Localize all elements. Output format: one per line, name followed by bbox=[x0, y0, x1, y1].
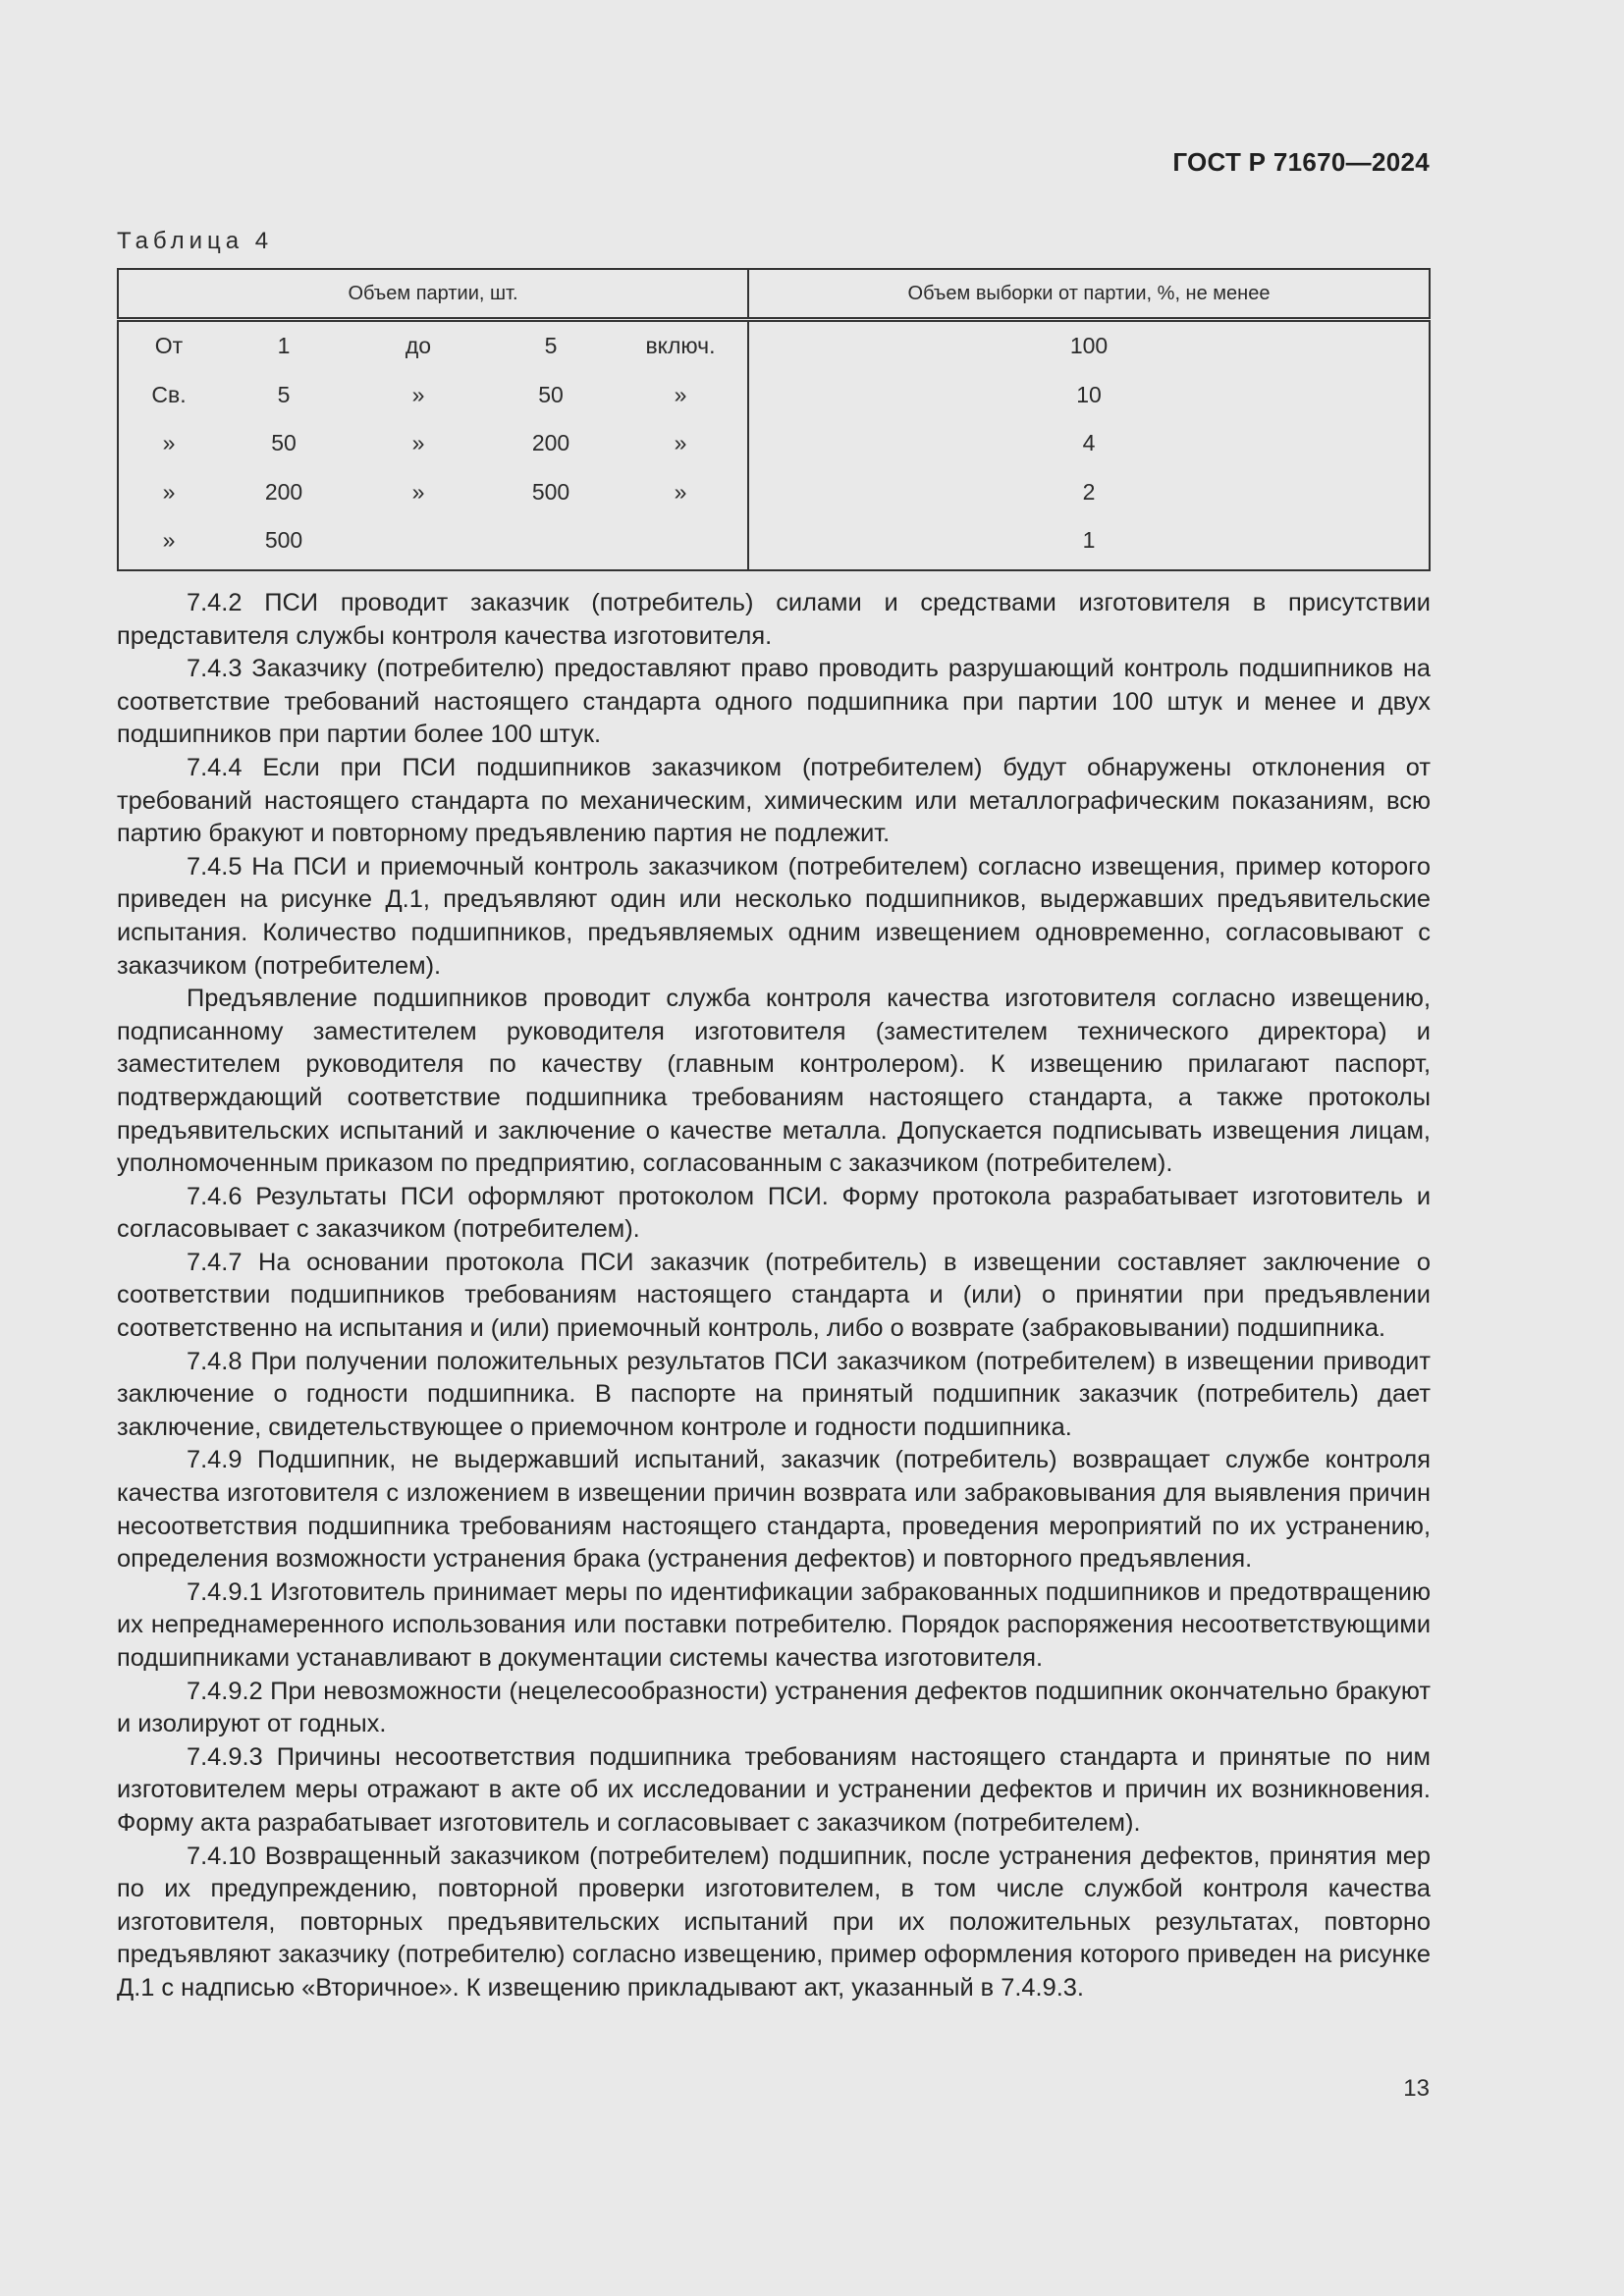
sample-size-table bbox=[117, 268, 1431, 571]
page-number: 13 bbox=[1403, 2075, 1430, 2102]
paragraph-7-4-3: 7.4.3 Заказчику (потребителю) предоставляют право проводить разрушающий контроль подшипников на соответствие требований настоящего стандарта одного подшипника при партии 100 штук и менее и двух подшипников при партии более 100 штук. bbox=[117, 655, 1431, 749]
table-row bbox=[118, 516, 1430, 570]
range-to-cell: 5 bbox=[544, 333, 558, 359]
paragraph-7-4-9-2: 7.4.9.2 При невозможности (нецелесообразности) устранения дефектов подшипник окончательно бракуют и изолируют от годных. bbox=[117, 1677, 1431, 1738]
range-to-cell: 50 bbox=[538, 381, 564, 407]
range-inclusive-cell: » bbox=[614, 371, 748, 420]
paragraph-7-4-5-continued: Предъявление подшипников проводит служба контроля качества изготовителя согласно извещению, подписанному заместителем руководителя изготовителя (заместителем технического директора) и заместителем руководителя по качеству (главным контролером). К извещению прилагают паспорт, подтверждающий соответствие подшипника требованиям настоящего стандарта, а также протоколы предъявительских испытаний и заключение о качестве металла. Допускается подписывать извещения лицам, уполномоченным приказом по предприятию, согласованным с заказчиком (потребителем). bbox=[117, 985, 1431, 1178]
range-to-cell: 500 bbox=[531, 478, 570, 505]
range-prefix-cell: » bbox=[162, 478, 176, 505]
range-to-word-cell: » bbox=[411, 430, 425, 456]
paragraph-7-4-8: 7.4.8 При получении положительных результатов ПСИ заказчиком (потребителем) в извещении приводит заключение о годности подшипника. В паспорте на принятый подшипник заказчик (потребитель) дает заключение, свидетельствующее о приемочном контроле и годности подшипника. bbox=[117, 1347, 1431, 1441]
paragraph-7-4-9-1: 7.4.9.1 Изготовитель принимает меры по идентификации забракованных подшипников и предотвращению их непреднамеренного использования или поставки потребителю. Порядок распоряжения несоответствующими подшипниками устанавливают в документации системы качества изготовителя. bbox=[117, 1577, 1431, 1672]
range-from-cell: 5 bbox=[277, 381, 291, 407]
range-inclusive-cell: » bbox=[614, 468, 748, 517]
paragraph-7-4-9-3: 7.4.9.3 Причины несоответствия подшипника требованиям настоящего стандарта и принятые по ним изготовителем меры отражают в акте об их исследовании и устранении дефектов и причин их возникновения. Форму акта разрабатывает изготовитель и согласовывает с заказчиком (потребителем). bbox=[117, 1742, 1431, 1837]
paragraph-7-4-10: 7.4.10 Возвращенный заказчиком (потребителем) подшипник, после устранения дефектов, принятия мер по их предупреждению, повторной проверки изготовителем, в том числе службой контроля качества изготовителя, повторных предъявительских испытаний при их положительных результатах, повторно предъявляют заказчику (потребителю) согласно извещению, пример оформления которого приведен на рисунке Д.1 с надписью «Вторичное». К извещению прикладывают акт, указанный в 7.4.9.3. bbox=[117, 1842, 1431, 2002]
range-to-word-cell: » bbox=[411, 381, 425, 407]
range-from-cell: 1 bbox=[277, 333, 291, 359]
table-row bbox=[118, 371, 1430, 420]
range-prefix-cell: От bbox=[154, 333, 184, 359]
range-to-cell bbox=[488, 516, 614, 570]
sample-percent-cell: 10 bbox=[1076, 381, 1102, 407]
sample-percent-cell: 1 bbox=[1082, 527, 1096, 554]
table-header-row bbox=[118, 269, 1430, 320]
paragraph-7-4-5: 7.4.5 На ПСИ и приемочный контроль заказчиком (потребителем) согласно извещения, пример которого приведен на рисунке Д.1, предъявляют один или несколько подшипников, выдержавших предъявительские испытания. Количество подшипников, предъявляемых одним извещением одновременно, согласовывают с заказчиком (потребителем). bbox=[117, 852, 1431, 980]
document-designation: ГОСТ Р 71670—2024 bbox=[1172, 147, 1430, 177]
table-row bbox=[118, 468, 1430, 517]
table-row bbox=[118, 419, 1430, 468]
range-inclusive-cell: включ. bbox=[614, 320, 748, 371]
lot-size-header: Объем партии, шт. bbox=[118, 269, 748, 320]
range-to-cell: 200 bbox=[531, 430, 570, 456]
sample-size-header: Объем выборки от партии, %, не менее bbox=[748, 269, 1430, 320]
body-text bbox=[117, 587, 1431, 2005]
table-caption: Таблица 4 bbox=[117, 228, 274, 254]
range-to-word-cell bbox=[349, 516, 488, 570]
paragraph-7-4-7: 7.4.7 На основании протокола ПСИ заказчик (потребитель) в извещении составляет заключение о соответствии подшипников требованиям настоящего стандарта и (или) о принятии при предъявлении соответственно на испытания и (или) приемочный контроль, либо о возврате (забраковывании) подшипника. bbox=[117, 1248, 1431, 1343]
paragraph-7-4-4: 7.4.4 Если при ПСИ подшипников заказчиком (потребителем) будут обнаружены отклонения от требований настоящего стандарта по механическим, химическим или металлографическим показаниям, всю партию бракуют и повторному предъявлению партия не подлежит. bbox=[117, 753, 1431, 848]
range-prefix-cell: Св. bbox=[151, 381, 187, 407]
range-to-word-cell: до bbox=[405, 333, 432, 359]
range-prefix-cell: » bbox=[162, 527, 176, 554]
range-from-cell: 200 bbox=[264, 478, 303, 505]
range-from-cell: 50 bbox=[271, 430, 297, 456]
range-from-cell: 500 bbox=[264, 527, 303, 554]
sample-percent-cell: 100 bbox=[1069, 333, 1109, 359]
range-inclusive-cell bbox=[614, 516, 748, 570]
paragraph-7-4-2: 7.4.2 ПСИ проводит заказчик (потребитель) силами и средствами изготовителя в присутствии представителя службы контроля качества изготовителя. bbox=[117, 589, 1431, 650]
table-row bbox=[118, 320, 1430, 371]
range-to-word-cell: » bbox=[411, 478, 425, 505]
paragraph-7-4-9: 7.4.9 Подшипник, не выдержавший испытаний, заказчик (потребитель) возвращает службе контроля качества изготовителя с изложением в извещении причин возврата или забраковывания для выявления причин несоответствия подшипника требованиям настоящего стандарта, проведения мероприятий по их устранению, определения возможности устранения брака (устранения дефектов) и повторного предъявления. bbox=[117, 1446, 1431, 1574]
paragraph-7-4-6: 7.4.6 Результаты ПСИ оформляют протоколом ПСИ. Форму протокола разрабатывает изготовитель и согласовывает с заказчиком (потребителем). bbox=[117, 1182, 1431, 1244]
range-prefix-cell: » bbox=[162, 430, 176, 456]
sample-percent-cell: 4 bbox=[1082, 430, 1096, 456]
sample-percent-cell: 2 bbox=[1082, 478, 1096, 505]
range-inclusive-cell: » bbox=[614, 419, 748, 468]
